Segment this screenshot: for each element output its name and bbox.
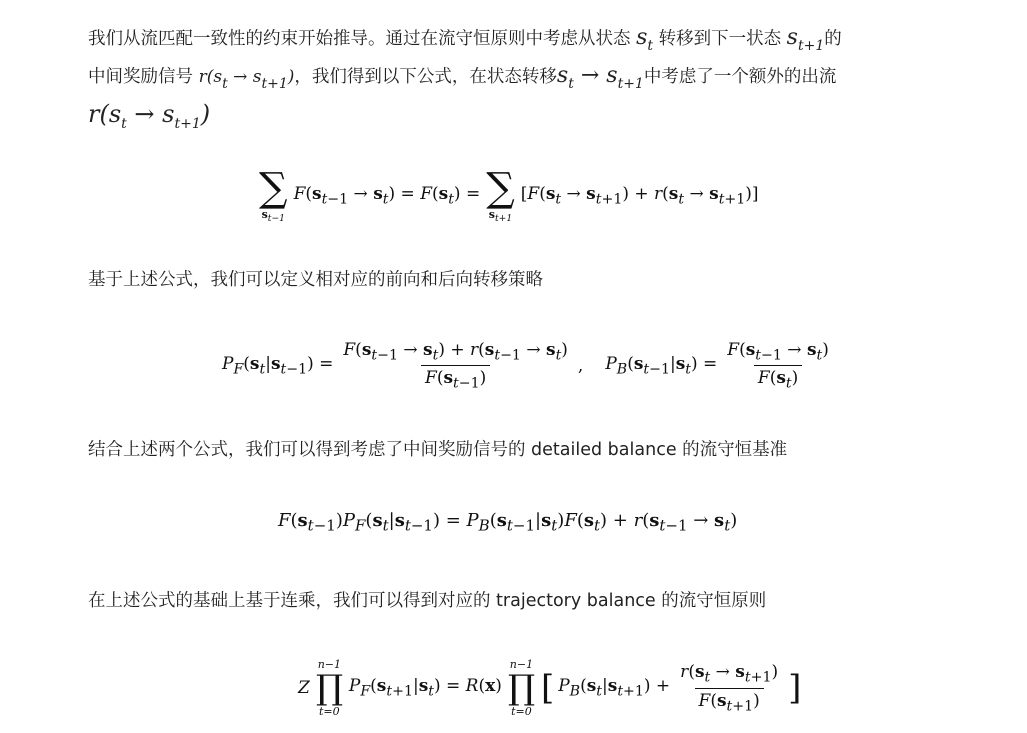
text-segment: 转移到下一状态 [658, 29, 782, 49]
text-segment: 中间奖励信号 [88, 67, 193, 87]
intro-paragraph-line3 [88, 100, 210, 138]
math-st: $s_t$ [636, 25, 654, 54]
product-operator: n−1 ∏ t=0 [507, 658, 535, 718]
sum-operator: ∑ $s_{t-1}$ [259, 165, 288, 225]
math-transition: $s_t \to s_{t+1}$ [556, 63, 644, 92]
text-segment: 的 [824, 29, 842, 49]
equation-flow-matching: ∑ $s_{t-1}$ $F(s_{t-1} \to s_t) = F(s_t)$ = ∑ $s_{t+1}$ $[F(s_t \to s_{t+1}) + r(s_t \to s_{t+1})]$ [259, 165, 759, 225]
equation-trajectory-balance: Z n−1 ∏ t=0 $P_F(s_{t+1}|s_t) = R(x)$ n−1 ∏ t=0 [ $P_B(s_t|s_{t+1})$ + $\frac{r(s_t \to s_{t+1})}{F(s_{t+1})}$ ] [298, 658, 802, 718]
text-segment: 中考虑了一个额外的出流 [643, 67, 837, 87]
equation-policies: $P_F(s_t|s_{t-1})$ = $\frac{F(s_{t-1} \to s_t) + r(s_{t-1} \to s_t)}{F(s_{t-1})}$ , $P_B(s_{t-1}|s_t)$ = $\frac{F(s_{t-1} \to s_t)}{F(s_t)}$ [222, 340, 839, 392]
math-st1: $s_{t+1}$ [786, 25, 825, 54]
forward-policy-fraction: $\frac{F(s_{t-1} \to s_t) + r(s_{t-1} \to s_t)}{F(s_{t-1})}$ [343, 340, 568, 392]
text-segment: ，我们得到以下公式，在状态转移 [294, 67, 557, 87]
detailed-balance-paragraph: 结合上述两个公式，我们可以得到考虑了中间奖励信号的 detailed balance 的流守恒基准 [88, 440, 788, 460]
trajectory-balance-paragraph: 在上述公式的基础上基于连乘，我们可以得到对应的 trajectory balance 的流守恒原则 [88, 591, 767, 611]
sum-operator: ∑ $s_{t+1}$ [486, 165, 515, 225]
math-reward-outflow: $r(s_t \to s_{t+1})$ [88, 100, 211, 132]
backward-policy-fraction: $\frac{F(s_{t-1} \to s_t)}{F(s_t)}$ [727, 340, 829, 392]
equation-detailed-balance: $F(s_{t-1})P_F(s_t|s_{t-1}) = P_B(s_{t-1}|s_t)F(s_t) + r(s_{t-1} \to s_t)$ [278, 510, 738, 535]
product-operator: n−1 ∏ t=0 [315, 658, 343, 718]
intro-paragraph-line2 [88, 62, 836, 98]
trajectory-fraction: $\frac{r(s_t \to s_{t+1})}{F(s_{t+1})}$ [680, 662, 779, 714]
math-reward-inline: $r(s_t \to s_{t+1})$ [198, 67, 295, 92]
intro-paragraph-line1 [88, 24, 842, 60]
text-segment: 我们从流匹配一致性的约束开始推导。通过在流守恒原则中考虑从状态 [88, 29, 631, 49]
policy-paragraph: 基于上述公式，我们可以定义相对应的前向和后向转移策略 [88, 270, 543, 290]
